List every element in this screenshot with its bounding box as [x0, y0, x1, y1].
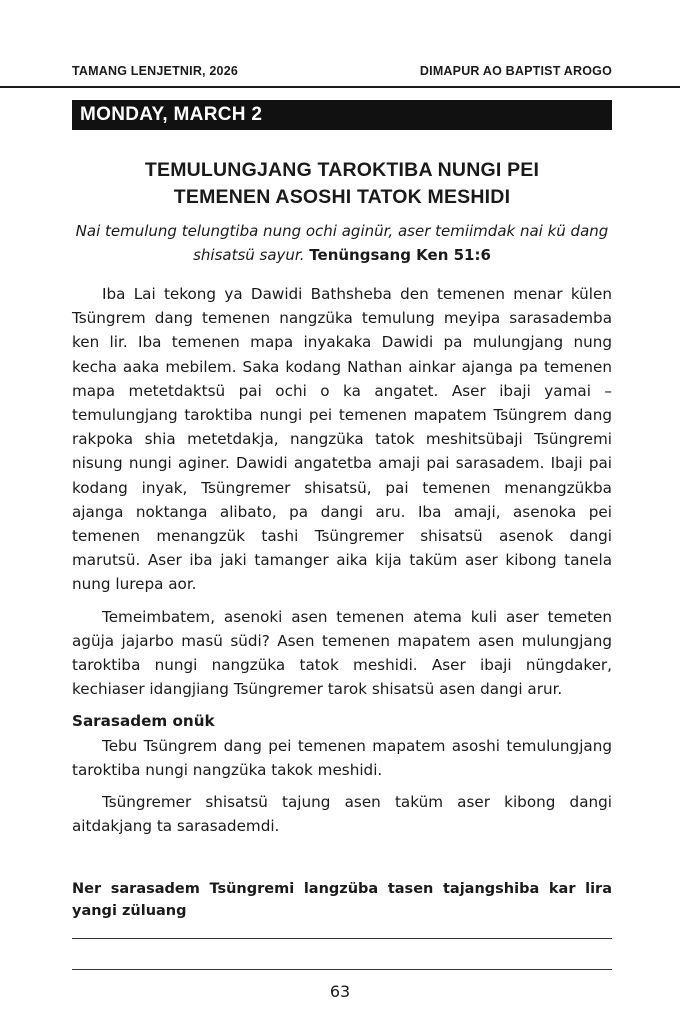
reflection-prompt: Ner sarasadem Tsüngremi langzüba tasen tajangshiba kar lira yangi züluang: [72, 881, 612, 919]
body-paragraph-1: Iba Lai tekong ya Dawidi Bathsheba den temenen menar külen Tsüngrem dang temenen nangzüka temulung meyipa sarasademba ken lir. Iba temenen mapa inyakaka Dawidi pa mulungjang nung kecha aaka mebilem. Saka kodang Nathan ainkar ajanga pa temenen mapa metetdaktsü pai ochi o ka angatet. Aser ibaji yamai – temulungjang taroktiba nungi pei temenen mapatem Tsüngrem dang rakpoka shia metetdakja, nangzüka tatok meshitsübaji Tsüngremi nisung nungi aginer. Dawidi angatetba amaji pai sarasadem. Ibaji pai kodang inyak, Tsüngremer shisatsü, pai temenen menangzükba ajanga noktanga alibato, pa dangi aru. Iba amaji, asenoka pei temenen menangzük tashi Tsüngremer shisatsü asenok dangi marutsü. Aser iba jaki tamanger aika kija taküm aser kibong tanela nung lurepa aor.: [72, 285, 612, 594]
devotion-body: [72, 282, 612, 846]
title-line-1: TEMULUNGJANG TAROKTIBA NUNGI PEI: [144, 159, 540, 181]
body-paragraph-2: Temeimbatem, asenoki asen temenen atema kuli aser temeten agüja jajarbo masü südi? Asen temenen mapatem asen mulungjang taroktiba nungi nangzüka tatok meshidi. Aser ibaji nüngdaker, kechiaser idangjiang Tsüngremer tarok shisatsü asen dangi arur.: [72, 607, 612, 699]
date-bar: MONDAY, MARCH 2: [72, 100, 612, 130]
prayer-paragraph-2: Tsüngremer shisatsü tajung asen taküm aser kibong dangi aitdakjang ta sarasademdi.: [72, 793, 612, 836]
prayer-heading: Sarasadem onük: [72, 712, 215, 731]
writing-line: [72, 938, 612, 939]
header-left-title: TAMANG LENJETNIR, 2026: [72, 64, 239, 78]
header-rule: [0, 86, 680, 88]
verse-reference: Tenüngsang Ken 51:6: [309, 246, 491, 264]
key-verse: [72, 219, 612, 267]
verse-text: Nai temulung telungtiba nung ochi aginür, aser temiimdak nai kü dang shisatsü sayur.: [75, 222, 609, 264]
page-number: 63: [329, 982, 351, 1001]
devotion-title: [72, 157, 612, 211]
writing-line: [72, 969, 612, 970]
prayer-paragraph-1: Tebu Tsüngrem dang pei temenen mapatem asoshi temulungjang taroktiba nungi nangzüka takok meshidi.: [72, 736, 612, 779]
running-header: [72, 64, 612, 78]
title-line-2: TEMENEN ASOSHI TATOK MESHIDI: [173, 186, 511, 208]
header-right-title: DIMAPUR AO BAPTIST AROGO: [419, 64, 612, 78]
